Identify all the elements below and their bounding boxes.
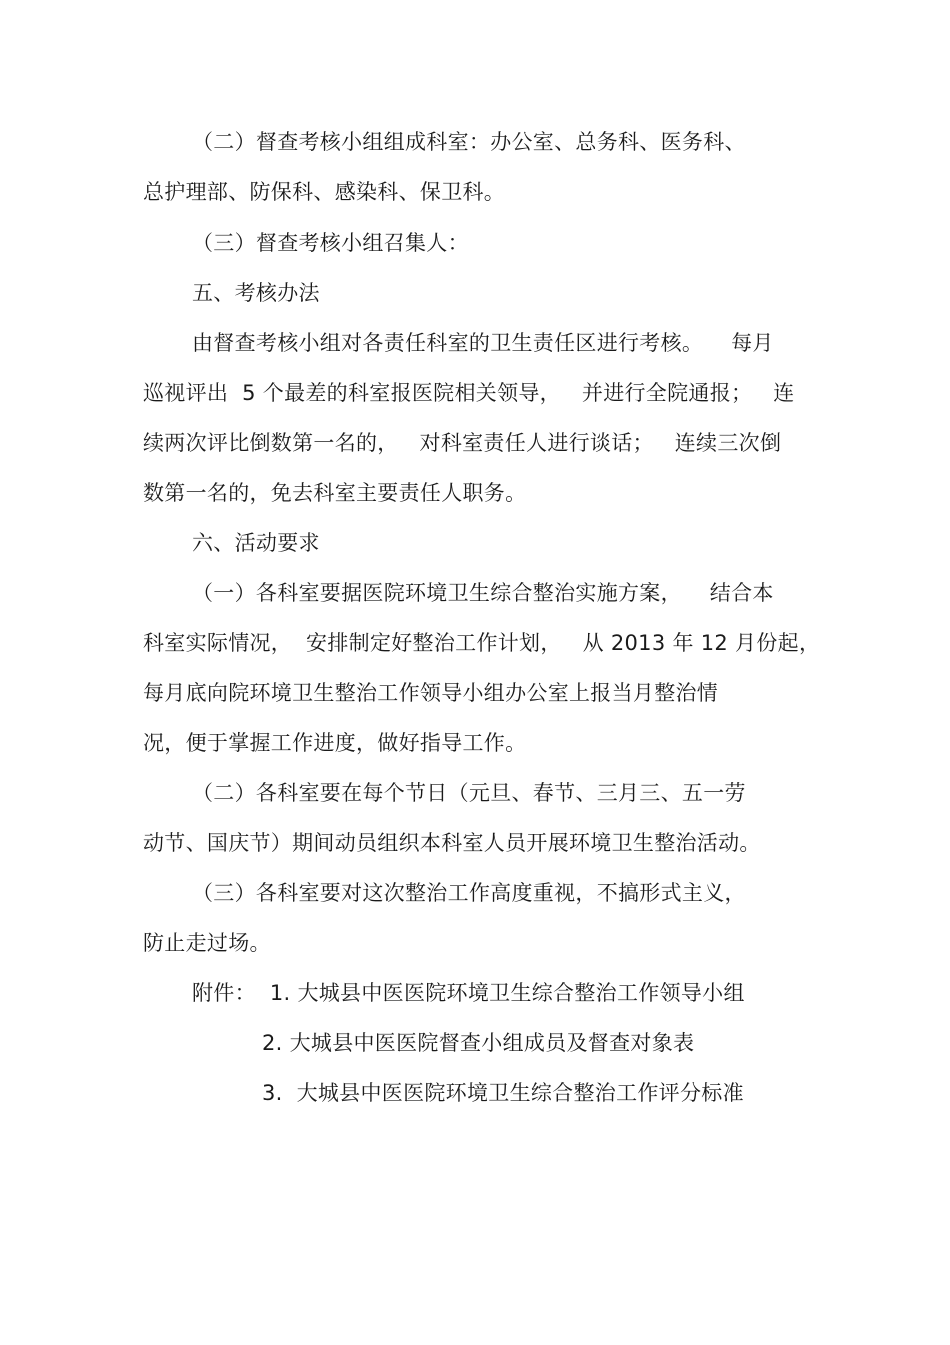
section-6-item-2-line-2: 动节、国庆节）期间动员组织本科室人员开展环境卫生整治活动。 [143, 831, 761, 855]
attachment-1: 附件： 1. 大城县中医医院环境卫生综合整治工作领导小组 [192, 981, 745, 1005]
section-6-item-1-line-3: 每月底向院环境卫生整治工作领导小组办公室上报当月整治情 [143, 681, 719, 705]
section-5-paragraph-line-1: 由督查考核小组对各责任科室的卫生责任区进行考核。 每月 [192, 331, 774, 355]
attachment-2: 2. 大城县中医医院督查小组成员及督查对象表 [262, 1031, 695, 1055]
section-6-item-1-line-2: 科室实际情况， 安排制定好整治工作计划， 从 2013 年 12 月份起， [143, 631, 821, 655]
attachment-3: 3. 大城县中医医院环境卫生综合整治工作评分标准 [262, 1081, 744, 1105]
section-5-paragraph-line-3: 续两次评比倒数第一名的， 对科室责任人进行谈话； 连续三次倒 [143, 431, 782, 455]
section-5-heading: 五、考核办法 [192, 281, 320, 305]
section-4-item-2-line-2: 总护理部、防保科、感染科、保卫科。 [143, 180, 506, 204]
section-6-item-2-line-1: （二）各科室要在每个节日（元旦、春节、三月三、五一劳 [192, 781, 746, 805]
section-6-item-1-line-1: （一）各科室要据医院环境卫生综合整治实施方案， 结合本 [192, 581, 774, 605]
section-6-item-3-line-2: 防止走过场。 [143, 931, 271, 955]
section-5-paragraph-line-4: 数第一名的，免去科室主要责任人职务。 [143, 481, 527, 505]
section-6-item-1-line-4: 况，便于掌握工作进度，做好指导工作。 [143, 731, 527, 755]
section-4-item-2-line-1: （二）督查考核小组组成科室：办公室、总务科、医务科、 [192, 130, 746, 154]
section-6-heading: 六、活动要求 [192, 531, 320, 555]
section-5-paragraph-line-2: 巡视评出 5 个最差的科室报医院相关领导， 并进行全院通报； 连 [143, 381, 795, 405]
section-6-item-3-line-1: （三）各科室要对这次整治工作高度重视，不搞形式主义， [192, 881, 746, 905]
section-4-item-3: （三）督查考核小组召集人： [192, 231, 469, 255]
